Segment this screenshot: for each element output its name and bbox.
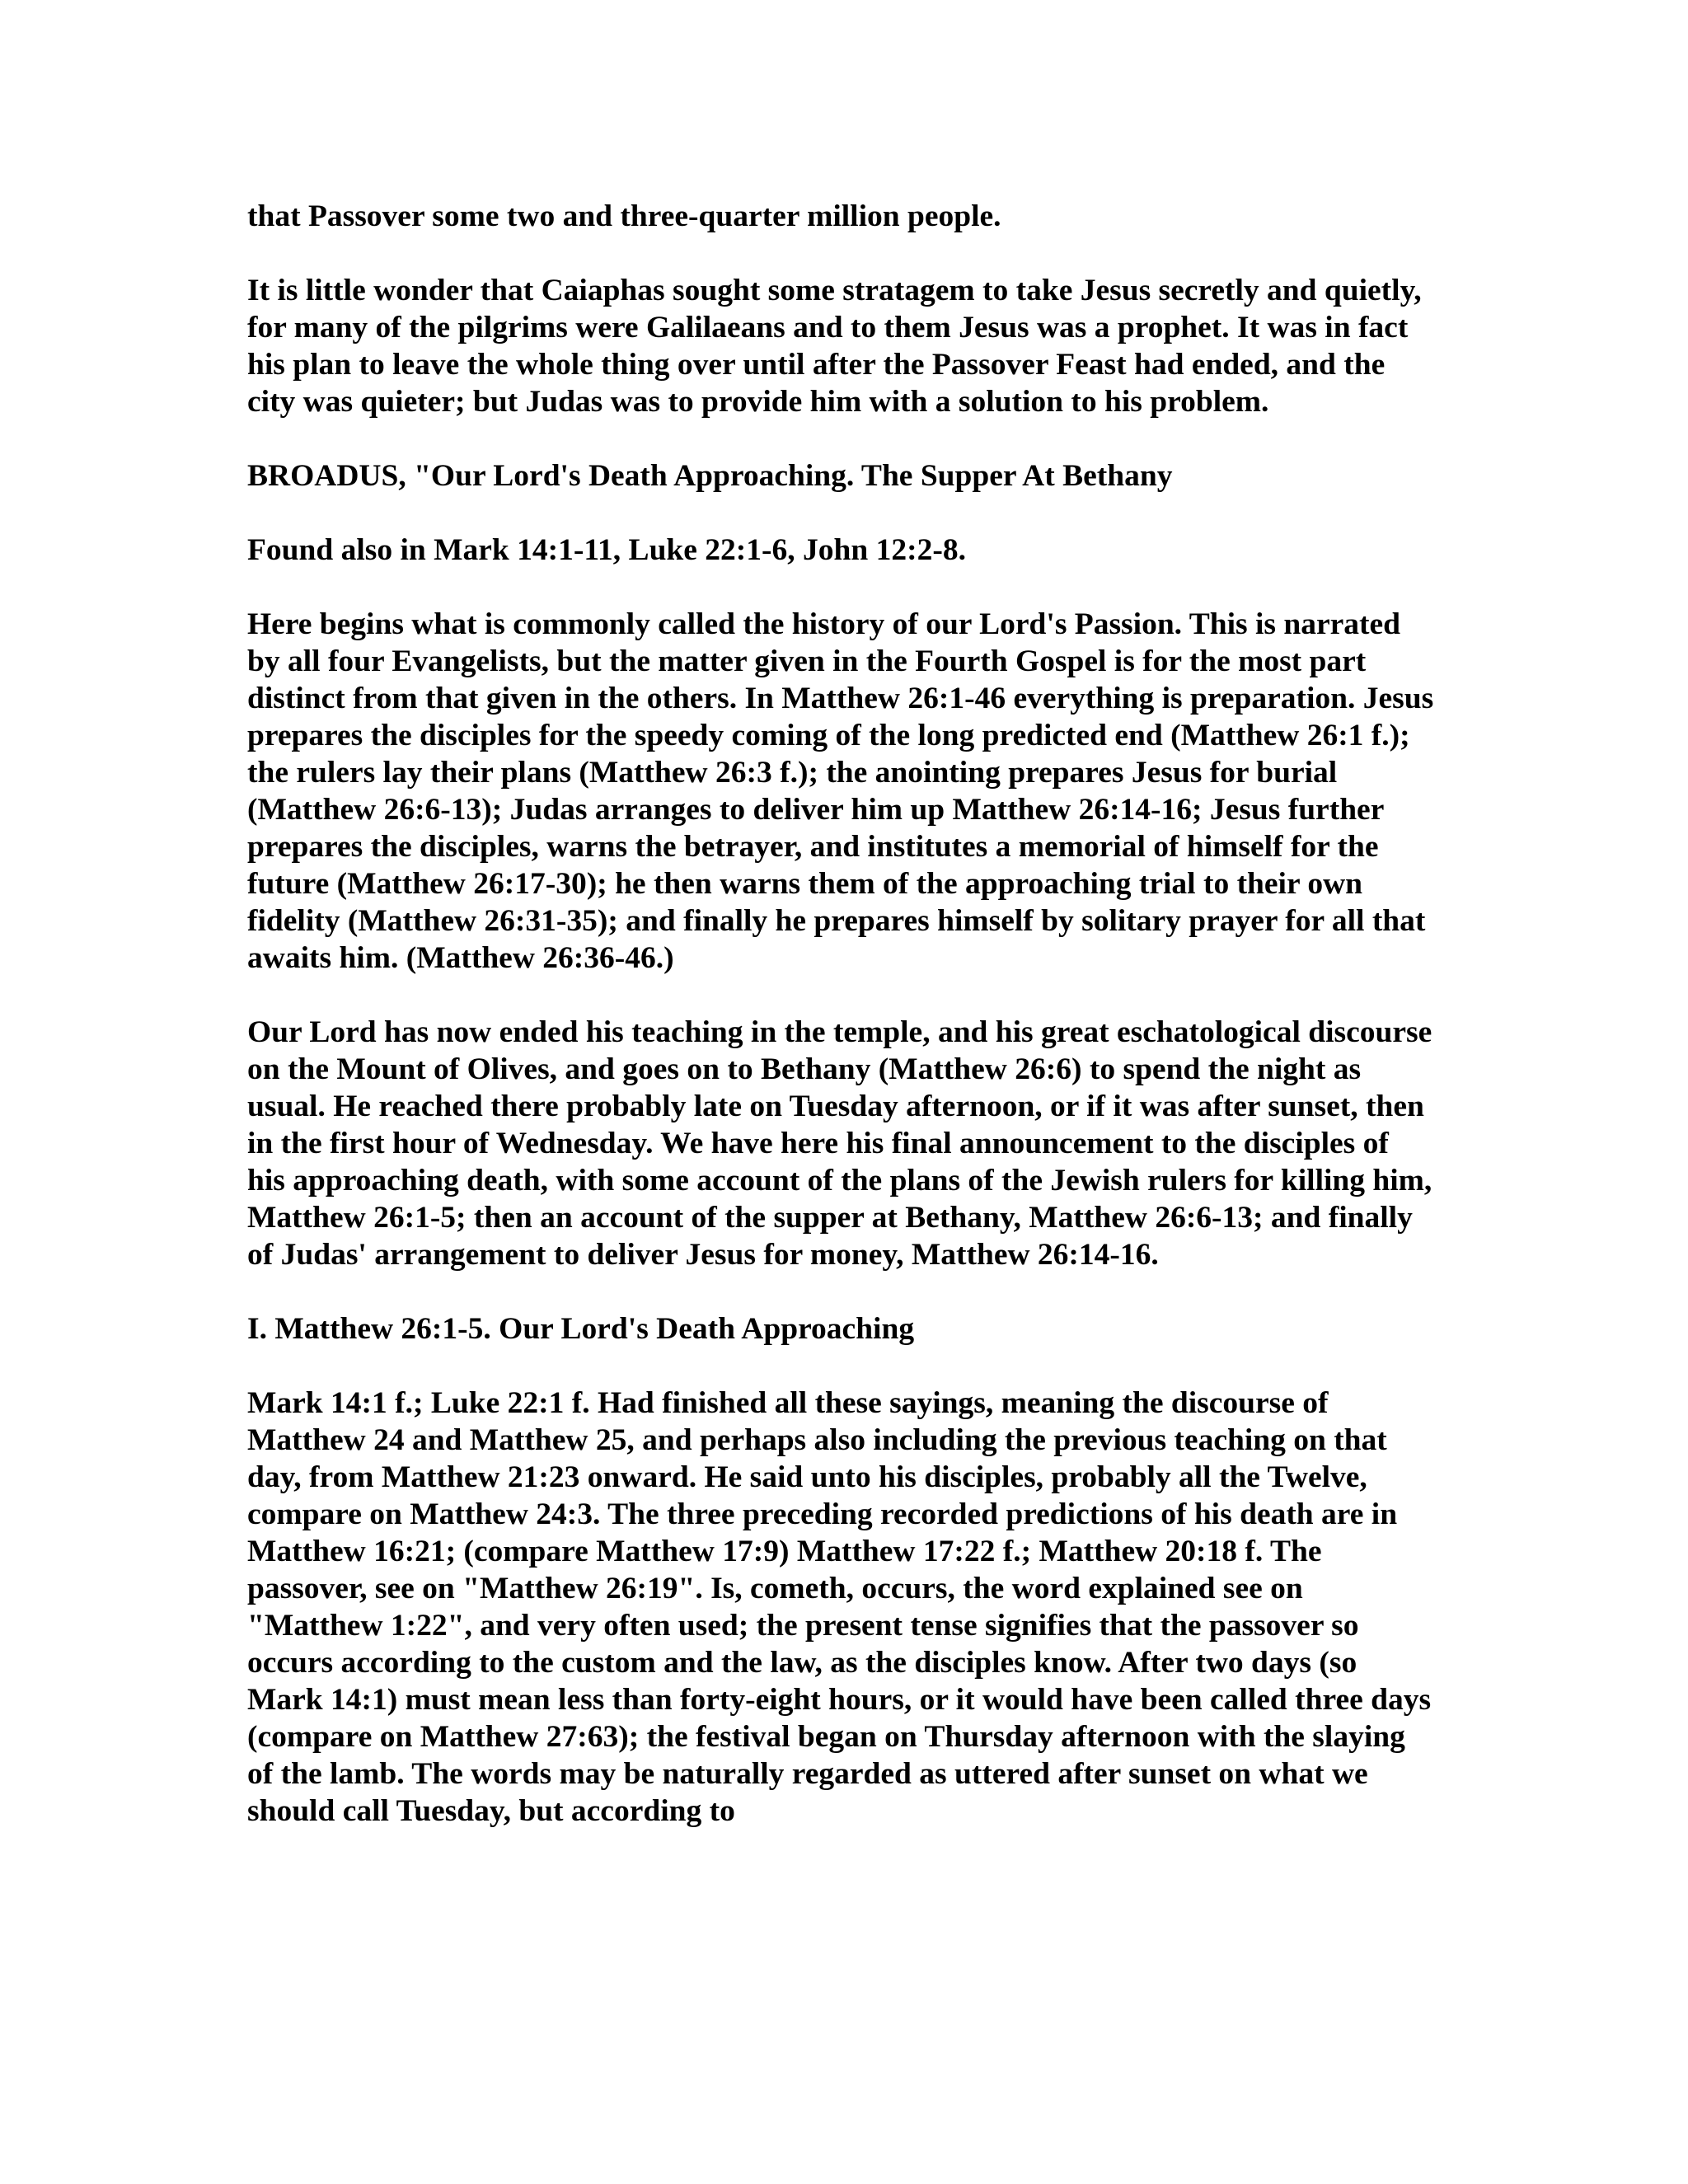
section-heading-broadus: BROADUS, "Our Lord's Death Approaching. The Supper At Bethany [247, 459, 1173, 493]
paragraph-passover-crowd: that Passover some two and three-quarter million people. [247, 199, 1001, 233]
paragraph-bethany-arrival: Our Lord has now ended his teaching in the temple, and his great eschatological discourse on the Mount of Olives, and goes on to Bethany (Matthew 26:6) to spend the night as usual. He reached there probably late on Tuesday afternoon, or if it was after sunset, then in the first hour of Wednesday. We have here his final announcement to the disciples of his approaching death, with some account of the plans of the Jewish rulers for killing him, Matthew 26:1-5; then an account of the supper at Bethany, Matthew 26:6-13; and finally of Judas' arrangement to deliver Jesus for money, Matthew 26:14-16. [247, 1015, 1432, 1272]
paragraph-commentary: Mark 14:1 f.; Luke 22:1 f. Had finished all these sayings, meaning the discourse of Matthew 24 and Matthew 25, and perhaps also including the previous teaching on that day, from Matthew 21:23 onward. He said unto his disciples, probably all the Twelve, compare on Matthew 24:3. The three preceding recorded predictions of his death are in Matthew 16:21; (compare Matthew 17:9) Matthew 17:22 f.; Matthew 20:18 f. The passover, see on "Matthew 26:19". Is, cometh, occurs, the word explained see on "Matthew 1:22", and very often used; the present tense signifies that the passover so occurs according to the custom and the law, as the disciples know. After two days (so Mark 14:1) must mean less than forty-eight hours, or it would have been called three days (compare on Matthew 27:63); the festival began on Thursday afternoon with the slaying of the lamb. The words may be naturally regarded as uttered after sunset on what we should call Tuesday, but according to [247, 1386, 1432, 1828]
document-page [247, 198, 1434, 1830]
paragraph-passion-history: Here begins what is commonly called the history of our Lord's Passion. This is narrated by all four Evangelists, but the matter given in the Fourth Gospel is for the most part distinct from that given in the others. In Matthew 26:1-46 everything is preparation. Jesus prepares the disciples for the speedy coming of the long predicted end (Matthew 26:1 f.); the rulers lay their plans (Matthew 26:3 f.); the anointing prepares Jesus for burial (Matthew 26:6-13); Judas arranges to deliver him up Matthew 26:14-16; Jesus further prepares the disciples, warns the betrayer, and institutes a memorial of himself for the future (Matthew 26:17-30); he then warns them of the approaching trial to their own fidelity (Matthew 26:31-35); and finally he prepares himself by solitary prayer for all that awaits him. (Matthew 26:36-46.) [247, 607, 1434, 975]
section-heading-death-approaching: I. Matthew 26:1-5. Our Lord's Death Approaching [247, 1312, 915, 1346]
paragraph-caiaphas-stratagem: It is little wonder that Caiaphas sought some stratagem to take Jesus secretly and quietly, for many of the pilgrims were Galilaeans and to them Jesus was a prophet. It was in fact his plan to leave the whole thing over until after the Passover Feast had ended, and the city was quieter; but Judas was to provide him with a solution to his problem. [247, 274, 1422, 419]
paragraph-parallel-references: Found also in Mark 14:1-11, Luke 22:1-6, John 12:2-8. [247, 533, 966, 567]
